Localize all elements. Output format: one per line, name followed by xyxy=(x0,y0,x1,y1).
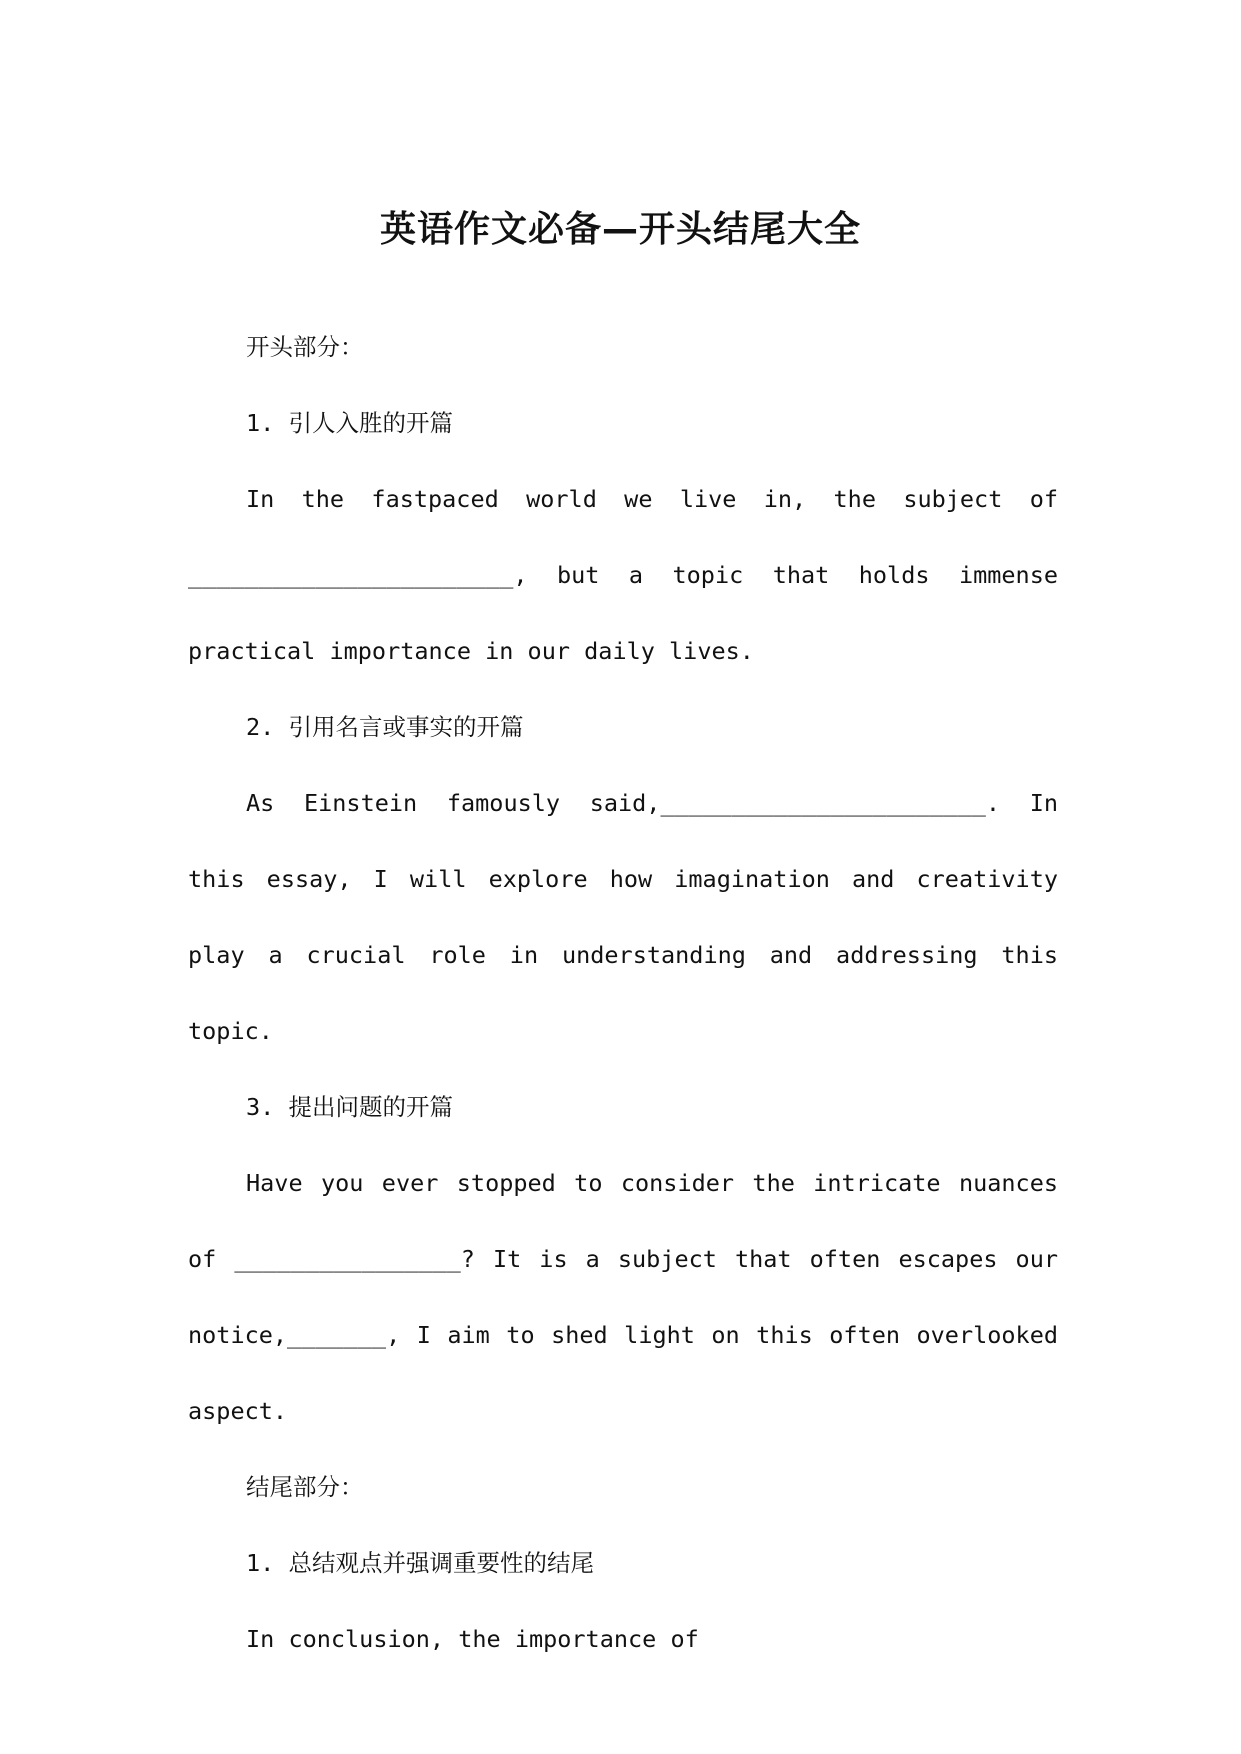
example-paragraph: As Einstein famously said,_______________________. In this essay, I will explore how imagination and creativity play a crucial role in understanding and addressing this topic. xyxy=(188,789,1073,1045)
section-heading-closing: 结尾部分： xyxy=(246,1473,364,1501)
item-heading: 1. 引人入胜的开篇 xyxy=(246,409,453,437)
example-paragraph: In the fastpaced world we live in, the subject of _______________________, but a topic that holds immense practical importance in our daily lives. xyxy=(188,485,1073,665)
document-body xyxy=(188,309,1073,1677)
item-heading: 3. 提出问题的开篇 xyxy=(246,1093,453,1121)
section-heading-opening: 开头部分： xyxy=(246,333,364,361)
example-paragraph: In conclusion, the importance of xyxy=(246,1625,699,1653)
document-title: 英语作文必备—开头结尾大全 xyxy=(379,209,861,251)
item-heading: 2. 引用名言或事实的开篇 xyxy=(246,713,524,741)
example-paragraph: Have you ever stopped to consider the intricate nuances of ________________? It is a subject that often escapes our notice,_______, I aim to shed light on this often overlooked aspect. xyxy=(188,1169,1073,1425)
item-heading: 1. 总结观点并强调重要性的结尾 xyxy=(246,1549,594,1577)
